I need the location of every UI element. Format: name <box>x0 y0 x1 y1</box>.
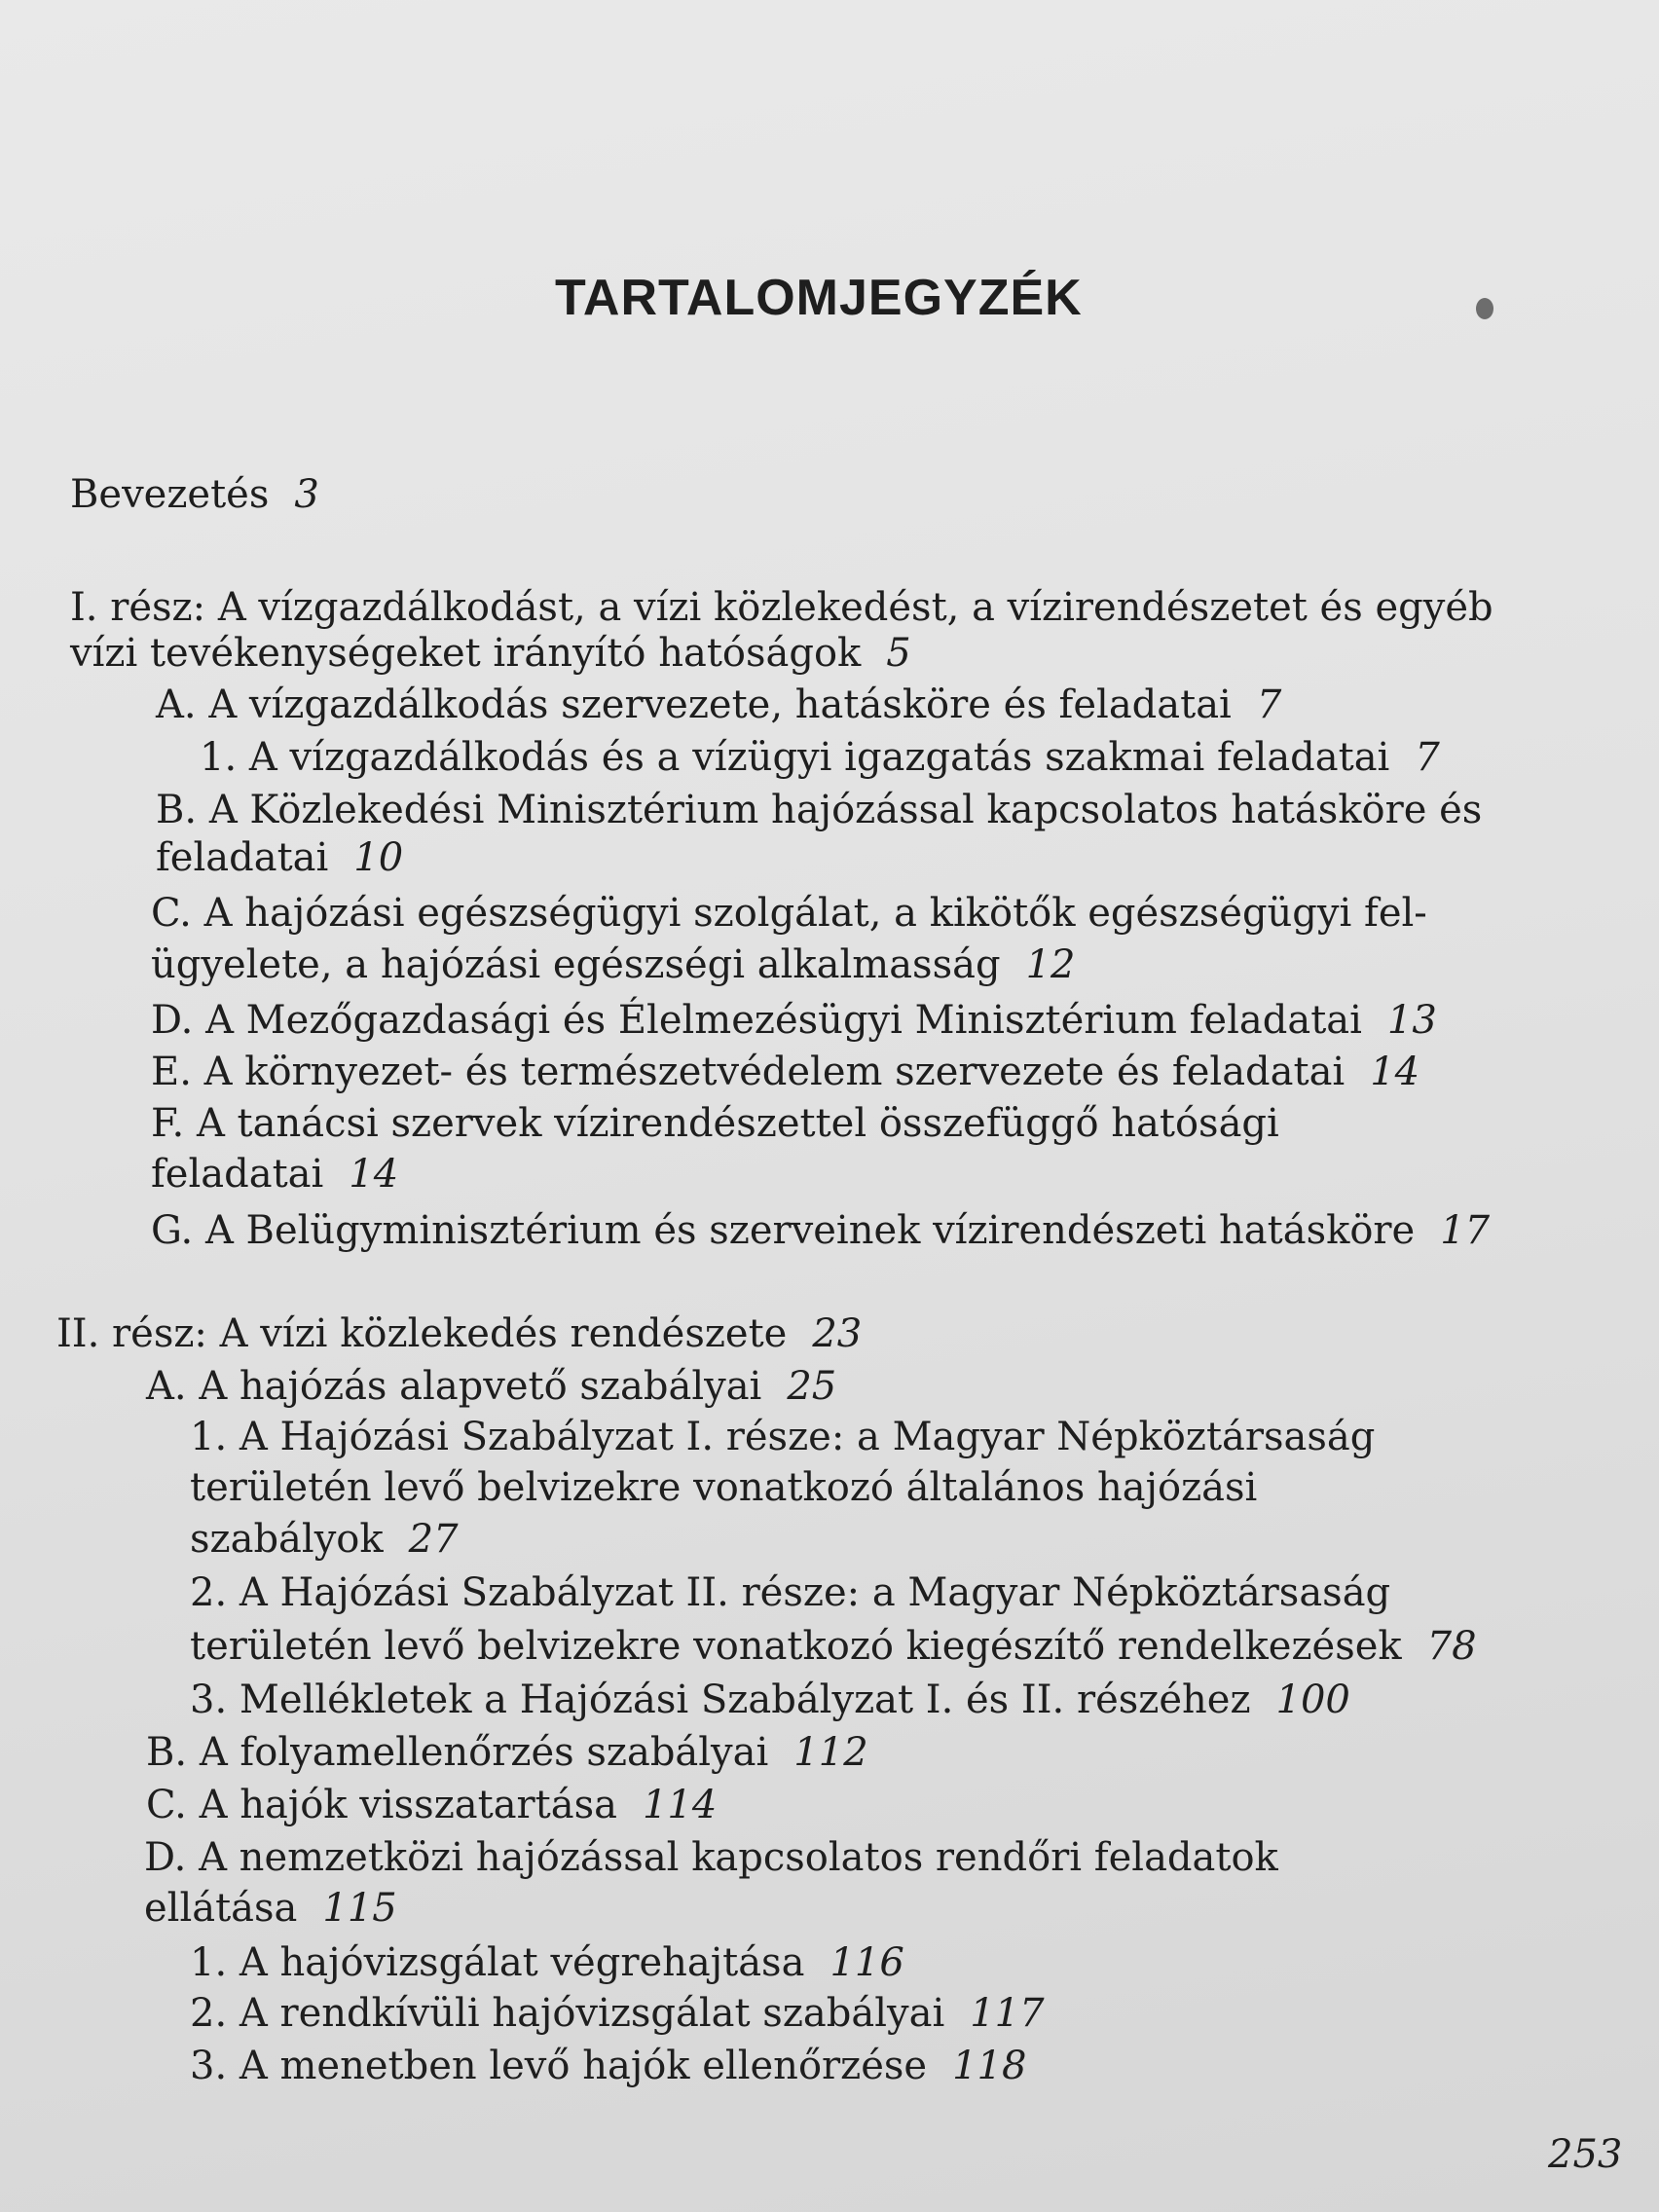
toc-entry-page-number: 3 <box>294 472 319 517</box>
toc-entry <box>151 940 1075 990</box>
toc-entry-page-number: 5 <box>886 631 911 676</box>
toc-entry-text: B. A folyamellenőrzés szabályai <box>146 1730 769 1775</box>
toc-entry-page-number: 7 <box>1415 735 1440 780</box>
toc-entry-page-number: 10 <box>353 835 404 880</box>
toc-entry <box>151 1205 1490 1256</box>
toc-entry <box>190 1514 459 1565</box>
toc-entry-text: 1. A vízgazdálkodás és a vízügyi igazgatás szakmai feladatai <box>200 735 1390 780</box>
toc-entry <box>151 1098 1279 1149</box>
toc-entry-text: 2. A Hajózási Szabályzat II. része: a Magyar Népköztársaság <box>190 1570 1391 1615</box>
toc-entry <box>190 1937 904 1988</box>
toc-entry-text: D. A nemzetközi hajózással kapcsolatos rendőri feladatok <box>144 1835 1278 1880</box>
toc-entry-text: 3. Mellékletek a Hajózási Szabályzat I. és II. részéhez <box>190 1677 1251 1722</box>
toc-entry-page-number: 23 <box>812 1311 863 1356</box>
toc-entry <box>190 1621 1477 1672</box>
toc-entry-text: vízi tevékenységeket irányító hatóságok <box>70 631 862 676</box>
toc-entry <box>151 995 1437 1046</box>
toc-entry-text: G. A Belügyminisztérium és szerveinek vízirendészeti hatásköre <box>151 1208 1416 1253</box>
toc-entry-text: területén levő belvizekre vonatkozó általános hajózási <box>190 1465 1258 1510</box>
toc-entry-text: feladatai <box>156 835 329 880</box>
toc-entry-page-number: 118 <box>952 2044 1027 2088</box>
toc-entry-page-number: 116 <box>830 1940 904 1985</box>
toc-entry <box>151 888 1427 939</box>
toc-entry-page-number: 14 <box>349 1152 399 1197</box>
toc-entry-text: C. A hajózási egészségügyi szolgálat, a kikötők egészségügyi fel- <box>151 891 1427 936</box>
toc-entry-page-number: 117 <box>970 1991 1045 2036</box>
toc-entry-text: területén levő belvizekre vonatkozó kiegészítő rendelkezések <box>190 1624 1402 1669</box>
toc-entry-page-number: 13 <box>1386 998 1437 1043</box>
toc-entry <box>151 1149 398 1199</box>
toc-entry-page-number: 27 <box>408 1517 459 1562</box>
toc-entry <box>70 582 1493 633</box>
toc-entry <box>144 1832 1278 1883</box>
toc-entry <box>144 1883 397 1934</box>
toc-entry-page-number: 112 <box>793 1730 868 1775</box>
toc-entry-text: A. A hajózás alapvető szabályai <box>146 1364 762 1409</box>
toc-entry <box>70 628 911 679</box>
toc-entry-text: C. A hajók visszatartása <box>146 1783 617 1827</box>
toc-entry-page-number: 78 <box>1426 1624 1477 1669</box>
toc-entry <box>190 1675 1350 1725</box>
ink-speck <box>1476 298 1493 319</box>
toc-entry <box>146 1780 717 1830</box>
toc-entry <box>200 732 1440 783</box>
toc-entry-text: I. rész: A vízgazdálkodást, a vízi közlekedést, a vízirendészetet és egyéb <box>70 585 1493 630</box>
toc-entry-text: ügyelete, a hajózási egészségi alkalmasság <box>151 942 1001 987</box>
toc-entry <box>156 785 1482 835</box>
toc-entry-page-number: 100 <box>1275 1677 1350 1722</box>
toc-entry-text: feladatai <box>151 1152 324 1197</box>
toc-entry <box>146 1727 868 1778</box>
toc-entry-text: A. A vízgazdálkodás szervezete, hatásköre és feladatai <box>156 682 1232 727</box>
toc-entry <box>190 1462 1257 1513</box>
toc-entry-page-number: 25 <box>787 1364 837 1409</box>
toc-entry-page-number: 114 <box>642 1783 718 1827</box>
toc-entry-page-number: 17 <box>1440 1208 1491 1253</box>
toc-entry-text: E. A környezet- és természetvédelem szervezete és feladatai <box>151 1050 1346 1094</box>
toc-entry-text: II. rész: A vízi közlekedés rendészete <box>56 1311 788 1356</box>
toc-entry <box>156 832 403 883</box>
toc-entry <box>70 469 319 520</box>
toc-entry <box>146 1361 836 1412</box>
toc-entry-page-number: 12 <box>1025 942 1076 987</box>
toc-entry-text: F. A tanácsi szervek vízirendészettel összefüggő hatósági <box>151 1101 1279 1146</box>
page-title: TARTALOMJEGYZÉK <box>555 270 1083 326</box>
toc-entry <box>151 1047 1419 1097</box>
toc-entry <box>190 1567 1390 1618</box>
toc-entry-page-number: 7 <box>1256 682 1282 727</box>
toc-entry-text: D. A Mezőgazdasági és Élelmezésügyi Minisztérium feladatai <box>151 998 1362 1043</box>
toc-entry-page-number: 115 <box>322 1886 397 1931</box>
toc-entry-text: Bevezetés <box>70 472 270 517</box>
toc-entry <box>190 1988 1045 2039</box>
toc-entry <box>156 680 1281 730</box>
toc-entry-page-number: 14 <box>1370 1050 1420 1094</box>
toc-entry <box>190 2041 1026 2091</box>
toc-entry-text: 3. A menetben levő hajók ellenőrzése <box>190 2044 928 2088</box>
toc-entry-text: 2. A rendkívüli hajóvizsgálat szabályai <box>190 1991 945 2036</box>
toc-entry-text: 1. A hajóvizsgálat végrehajtása <box>190 1940 805 1985</box>
toc-entry <box>56 1309 862 1359</box>
toc-entry-text: B. A Közlekedési Minisztérium hajózással kapcsolatos hatásköre és <box>156 788 1483 832</box>
toc-entry <box>190 1412 1375 1462</box>
toc-entry-text: ellátása <box>144 1886 298 1931</box>
toc-entry-text: szabályok <box>190 1517 384 1562</box>
page-number: 253 <box>1548 2132 1623 2177</box>
toc-entry-text: 1. A Hajózási Szabályzat I. része: a Magyar Népköztársaság <box>190 1415 1376 1459</box>
